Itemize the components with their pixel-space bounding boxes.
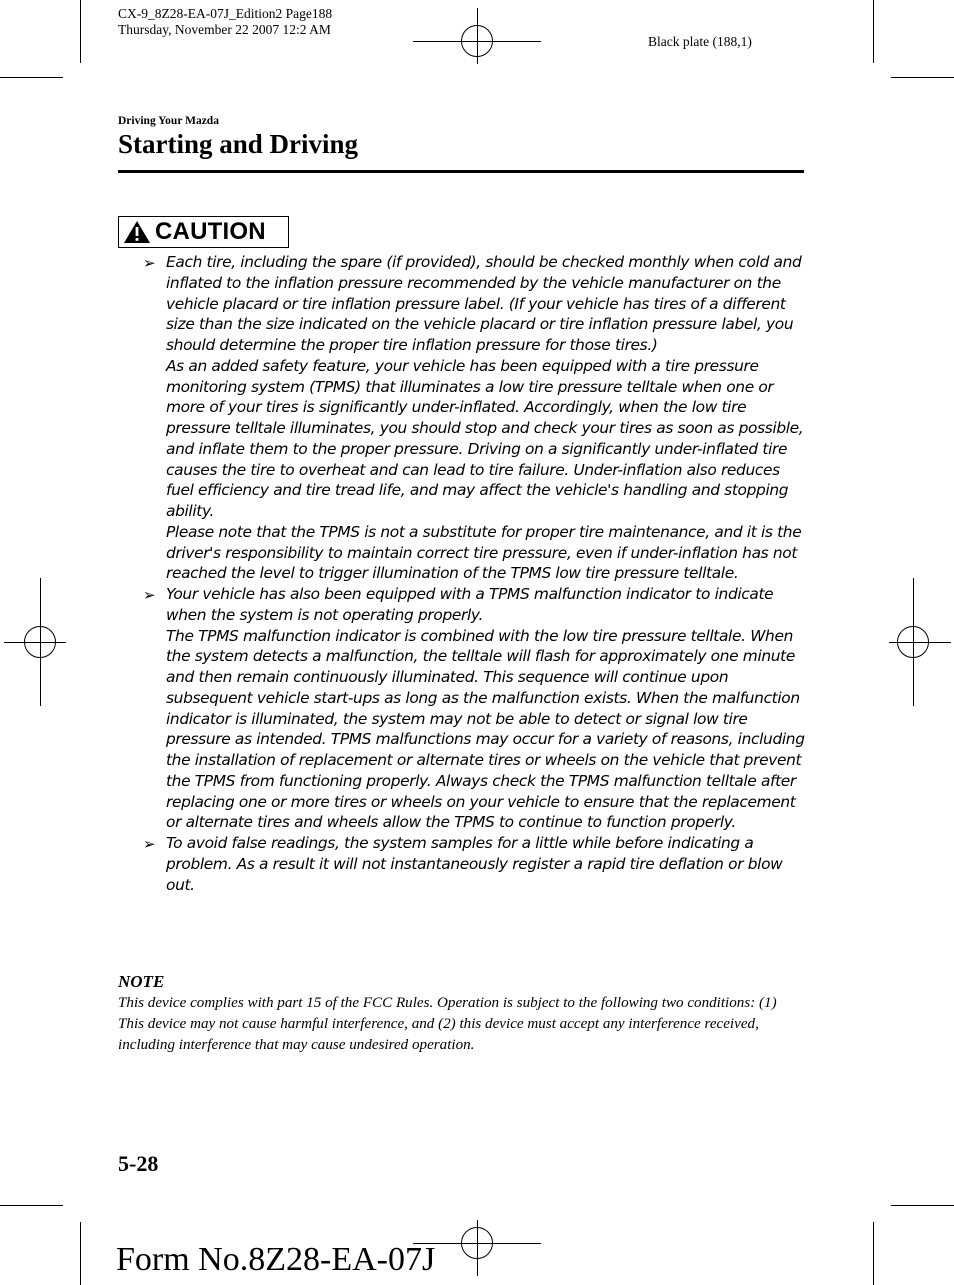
title-rule [118, 170, 804, 173]
crop-mark-top-left-h [0, 77, 63, 78]
caution-bullet-tire-check [143, 252, 811, 584]
page-number: 5-28 [118, 1151, 159, 1176]
note-heading: NOTE [118, 972, 165, 991]
bullet-paragraph: The TPMS malfunction indicator is combined with the low tire pressure telltale. When the system detects a malfunction, the telltale will flash for approximately one minute and then remain continuously illuminated. This sequence will continue upon subsequent vehicle start-ups as long as the malfunction exists. When the malfunction indicator is illuminated, the system may not be able to detect or signal low tire pressure as intended. TPMS malfunctions may occur for a variety of reasons, including the installation of replacement or alternate tires or wheels on the vehicle that prevent the TPMS from functioning properly. Always check the TPMS malfunction telltale after replacing one or more tires or wheels on your vehicle to ensure that the replacement or alternate tires and wheels allow the TPMS to continue to function properly. [166, 626, 805, 832]
caution-bullet-false-readings [143, 833, 811, 895]
slug-date-line: Thursday, November 22 2007 12:2 AM [118, 22, 331, 37]
bullet-paragraph: Each tire, including the spare (if provided), should be checked monthly when cold and inflated to the inflation pressure recommended by the vehicle manufacturer on the vehicle placard or tire inflation pressure label. (If your vehicle has tires of a different size than the size indicated on the vehicle placard or tire inflation pressure label, you should determine the proper tire inflation pressure for those tires.) [166, 253, 802, 354]
bullet-paragraph: Your vehicle has also been equipped with a TPMS malfunction indicator to indicate when the system is not operating properly. [166, 585, 774, 624]
crop-mark-top-right-h [891, 77, 954, 78]
crop-mark-top-left-v [80, 0, 81, 63]
warning-triangle-icon [119, 217, 155, 247]
bullet-paragraph: As an added safety feature, your vehicle has been equipped with a tire pressure monitoring system (TPMS) that illuminates a low tire pressure telltale when one or more of your tires is significantly under-inflated. Accordingly, when the low tire pressure telltale illuminates, you should stop and check your tires as soon as possible, and inflate them to the proper pressure. Driving on a significantly under-inflated tire causes the tire to overheat and can lead to tire failure. Under-inflation also reduces fuel efficiency and tire tread life, and may affect the vehicle's handling and stopping ability. [166, 356, 804, 520]
crop-mark-bottom-right-h [891, 1205, 954, 1206]
bullet-paragraph: To avoid false readings, the system samples for a little while before indicating a problem. As a result it will not instantaneously register a rapid tire deflation or blow out. [166, 834, 783, 894]
arrow-bullet-icon: ➢ [143, 835, 156, 853]
crop-mark-bottom-left-h [0, 1205, 63, 1206]
print-slug [118, 6, 332, 38]
caution-box [118, 216, 289, 248]
crop-mark-bottom-right-v [873, 1222, 874, 1285]
plate-label: Black plate (188,1) [648, 34, 752, 49]
caution-label: CAUTION [155, 218, 266, 245]
form-number: Form No.8Z28-EA-07J [116, 1241, 436, 1278]
arrow-bullet-icon: ➢ [143, 586, 156, 604]
caution-bullet-malfunction-indicator [143, 584, 811, 833]
section-label: Driving Your Mazda [118, 115, 219, 127]
crop-mark-top-right-v [873, 0, 874, 63]
arrow-bullet-icon: ➢ [143, 254, 156, 272]
bullet-paragraph: Please note that the TPMS is not a substitute for proper tire maintenance, and it is the driver's responsibility to maintain correct tire pressure, even if under-inflation has not reached the level to trigger illumination of the TPMS low tire pressure telltale. [166, 522, 802, 583]
crop-mark-bottom-left-v [80, 1222, 81, 1285]
slug-file-line: CX-9_8Z28-EA-07J_Edition2 Page188 [118, 6, 333, 21]
note-body: This device complies with part 15 of the FCC Rules. Operation is subject to the following two conditions: (1) This device may not cause harmful interference, and (2) this device must accept any interference received, including interference that may cause undesired operation. [118, 995, 777, 1053]
caution-bullet-list [143, 252, 811, 895]
page-title: Starting and Driving [118, 129, 359, 159]
